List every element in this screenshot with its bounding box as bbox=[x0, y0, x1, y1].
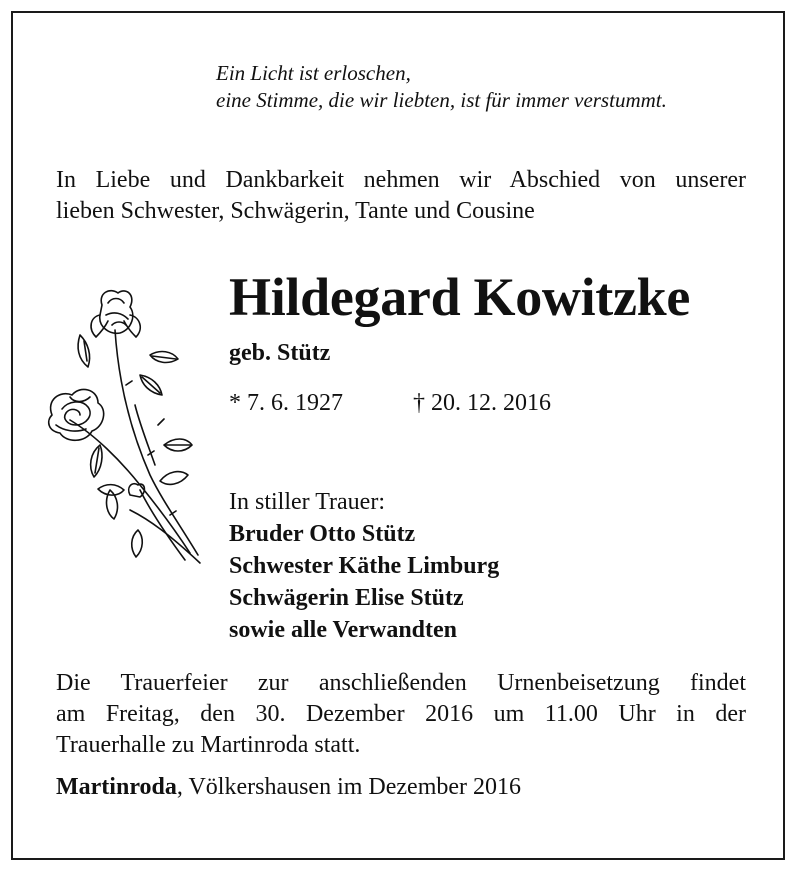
mourner-name: Bruder Otto Stütz bbox=[229, 521, 416, 547]
birth-date: * 7. 6. 1927 bbox=[229, 390, 343, 416]
mourner-name: Schwägerin Elise Stütz bbox=[229, 585, 464, 611]
place-rest: , Völkershausen im Dezember 2016 bbox=[176, 774, 522, 800]
place-name: Martinroda bbox=[56, 774, 177, 800]
intro-line-2: lieben Schwester, Schwägerin, Tante und Cousine bbox=[56, 198, 535, 224]
ceremony-line-2: am Freitag, den 30. Dezember 2016 um 11.00 Uhr in der bbox=[56, 701, 746, 727]
motto-line-2: eine Stimme, die wir liebten, ist für immer verstummt. bbox=[216, 88, 667, 112]
motto-quote bbox=[216, 60, 667, 114]
mourner-name: sowie alle Verwandten bbox=[229, 617, 457, 643]
ceremony-line-3: Trauerhalle zu Martinroda statt. bbox=[56, 732, 361, 758]
mourners-heading: In stiller Trauer: bbox=[229, 489, 385, 515]
death-date: † 20. 12. 2016 bbox=[413, 390, 551, 416]
deceased-name: Hildegard Kowitzke bbox=[229, 267, 691, 327]
mourner-name: Schwester Käthe Limburg bbox=[229, 553, 500, 579]
intro-text bbox=[56, 165, 746, 227]
birth-name: geb. Stütz bbox=[229, 340, 331, 366]
ceremony-info bbox=[56, 668, 746, 761]
ceremony-line-1: Die Trauerfeier zur anschließenden Urnenbeisetzung findet bbox=[56, 670, 746, 696]
motto-line-1: Ein Licht ist erloschen, bbox=[216, 61, 411, 85]
place-and-date bbox=[56, 774, 521, 801]
rose-icon bbox=[40, 285, 210, 570]
intro-line-1: In Liebe und Dankbarkeit nehmen wir Abschied von unserer bbox=[56, 167, 746, 193]
mourners-block bbox=[229, 486, 499, 646]
life-dates bbox=[229, 390, 551, 417]
